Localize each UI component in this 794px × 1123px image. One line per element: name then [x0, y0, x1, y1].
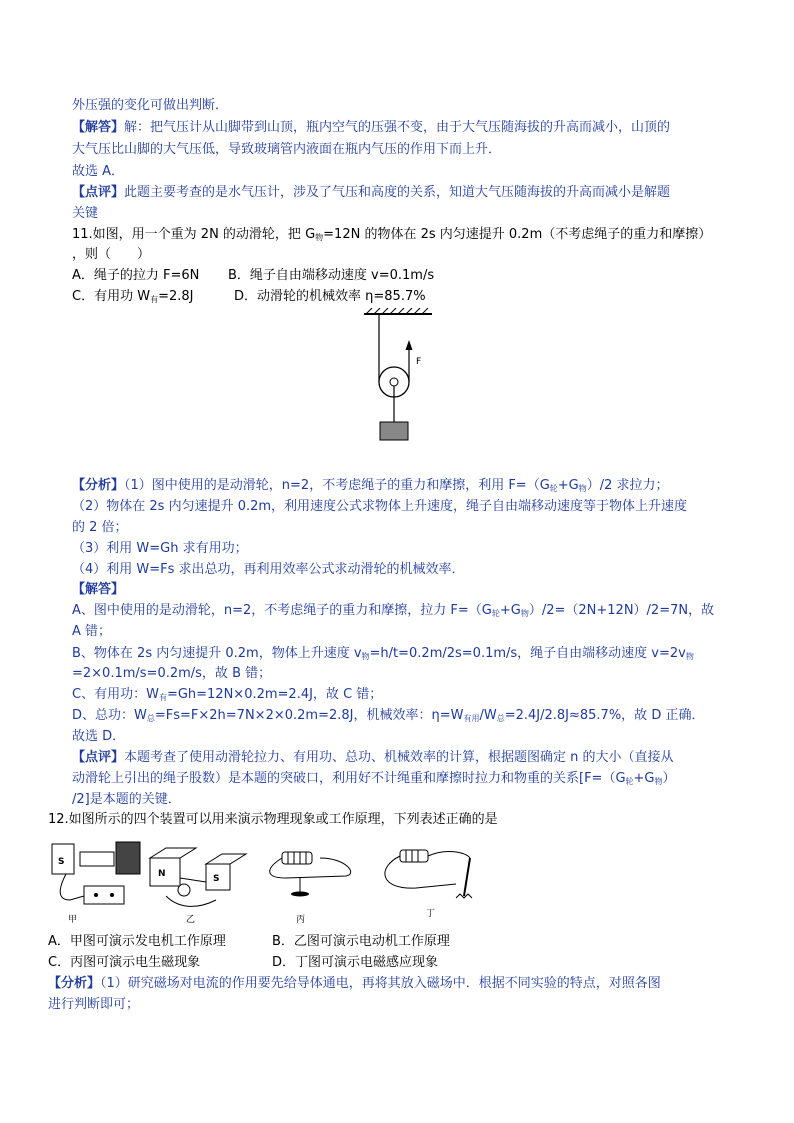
label-jia: 甲 — [68, 915, 78, 925]
force-label: F — [416, 357, 422, 367]
q12-option-b: B．乙图可演示电动机工作原理 — [272, 934, 450, 949]
figure-bing — [270, 852, 351, 925]
analysis12-line: 【分析】（1）研究磁场对电流的作用要先给导体通电，再将其放入磁场中．根据不同实验的特点，对照各图 — [48, 976, 661, 991]
analysis-line: （2）物体在 2s 内匀速提升 0.2m，利用速度公式求物体上升速度，绳子自由端移动速度等于物体上升速度 — [72, 499, 688, 514]
figure-ding — [385, 850, 472, 919]
q11-option-d: D．动滑轮的机械效率 η=85.7% — [234, 289, 426, 304]
text-line — [72, 118, 670, 138]
solenoid2 — [400, 850, 428, 862]
analysis-line: （3）利用 W=Gh 求有用功； — [72, 541, 248, 556]
analysis12-line: 进行判断即可； — [48, 997, 140, 1012]
comment-line: 动滑轮上引出的绳子股数）是本题的突破口，利用好不计绳重和摩擦时拉力和物重的关系[$F=(G_轮+G_物)$ — [72, 771, 676, 786]
nail — [464, 858, 470, 896]
comment-line: 【点评】本题考查了使用动滑轮拉力、有用功、总功、机械效率的计算，根据题图确定 n 的大小（直接从 — [72, 750, 674, 765]
meter-box — [84, 886, 124, 904]
coil-frame — [80, 852, 114, 866]
analysis-line: （4）利用 W=Fs 求出总功，再利用效率公式求动滑轮的机械效率． — [72, 562, 465, 577]
comment-tag: 【点评】 — [72, 185, 125, 200]
label-bing: 丙 — [296, 915, 306, 925]
pulley-figure — [360, 308, 440, 448]
comment-text: 此题主要考查的是水气压计，涉及了气压和高度的关系，知道大气压随海拔的升高而减小是解题 — [124, 185, 671, 200]
text-line — [72, 183, 670, 203]
text-line: 外压强的变化可做出判断． — [72, 98, 229, 113]
q11-option-c: C．有用功 $W_有=2.8J$ — [72, 289, 194, 304]
pulley-axle — [390, 378, 398, 386]
q11-stem: 11.如图，用一个重为 2N 的动滑轮，把 $G_物=12N$ 的物体在 2s 内匀速提升 0.2m（不考虑绳子的重力和摩擦） — [72, 227, 712, 242]
q12-stem: 12.如图所示的四个装置可以用来演示物理现象或工作原理，下列表述正确的是 — [48, 812, 498, 827]
solution-line: 故选 D． — [72, 729, 126, 744]
load-block — [380, 422, 408, 440]
solution-tag: 【解答】 — [72, 582, 125, 597]
label-ding: 丁 — [426, 909, 436, 919]
solution-line: D、总功：$W_总=Fs=F\times 2h=7N\times 2\times 0.2m=2.8J$，机械效率：$\eta=W_{有用}/W_总=2.4J/2.8J\approx 85.7\%$，故 D 正确． — [72, 708, 705, 723]
svg-text:S: S — [213, 874, 220, 884]
q12-figures — [46, 838, 506, 930]
solution-line: A 错； — [72, 624, 112, 639]
q12-option-d: D．丁图可演示电磁感应现象 — [272, 955, 439, 970]
q11-option-a: A．绳子的拉力 F=6N — [72, 268, 200, 283]
analysis-line: 的 2 倍； — [72, 520, 128, 535]
arrow-up-icon — [406, 340, 413, 350]
figure-jia — [52, 842, 140, 925]
solution-line: C、有用功：$W_有=Gh=12N\times 0.2m=2.4J$，故 C 错； — [72, 687, 383, 702]
text-line: 关键 — [72, 206, 99, 221]
label-yi: 乙 — [186, 915, 196, 925]
svg-text:S: S — [58, 857, 65, 867]
text-line: 故选 A． — [72, 164, 125, 179]
solution-text: 解：把气压计从山脚带到山顶，瓶内空气的压强不变，由于大气压随海拔的升高而减小，山顶的 — [124, 120, 671, 135]
q11-option-b: B．绳子自由端移动速度 v=0.1m/s — [228, 268, 435, 283]
solenoid — [282, 852, 312, 864]
compass-base — [291, 892, 309, 897]
q12-option-a: A．甲图可演示发电机工作原理 — [48, 934, 226, 949]
figure-yi — [150, 848, 246, 925]
solution-line: B、物体在 2s 内匀速提升 0.2m，物体上升速度 $v_物=h/t=0.2m/2s=0.1m/s$，绳子自由端移动速度 $v=2v_物$ — [72, 646, 694, 661]
solution-line: A、图中使用的是动滑轮，n=2，不考虑绳子的重力和摩擦，拉力 $F=(G_轮+G_物)/2=(2N+12N)/2=7N$，故 — [72, 603, 715, 618]
solution-line: =2×0.1m/s=0.2m/s，故 B 错； — [72, 666, 272, 681]
analysis-line: 【分析】（1）图中使用的是动滑轮，n=2，不考虑绳子的重力和摩擦，利用 $F=(G_轮+G_物)/2$ 求拉力； — [72, 478, 669, 493]
solution-tag: 【解答】 — [72, 120, 125, 135]
q12-option-c: C．丙图可演示电生磁现象 — [48, 955, 201, 970]
svg-text:N: N — [158, 869, 166, 879]
q11-stem-line2: ，则（ ） — [72, 247, 151, 262]
text-line: 大气压比山脚的大气压低，导致玻璃管内液面在瓶内气压的作用下而上升． — [72, 142, 502, 157]
magnet-dark — [116, 842, 140, 874]
comment-line: /2]是本题的关键． — [72, 792, 181, 807]
